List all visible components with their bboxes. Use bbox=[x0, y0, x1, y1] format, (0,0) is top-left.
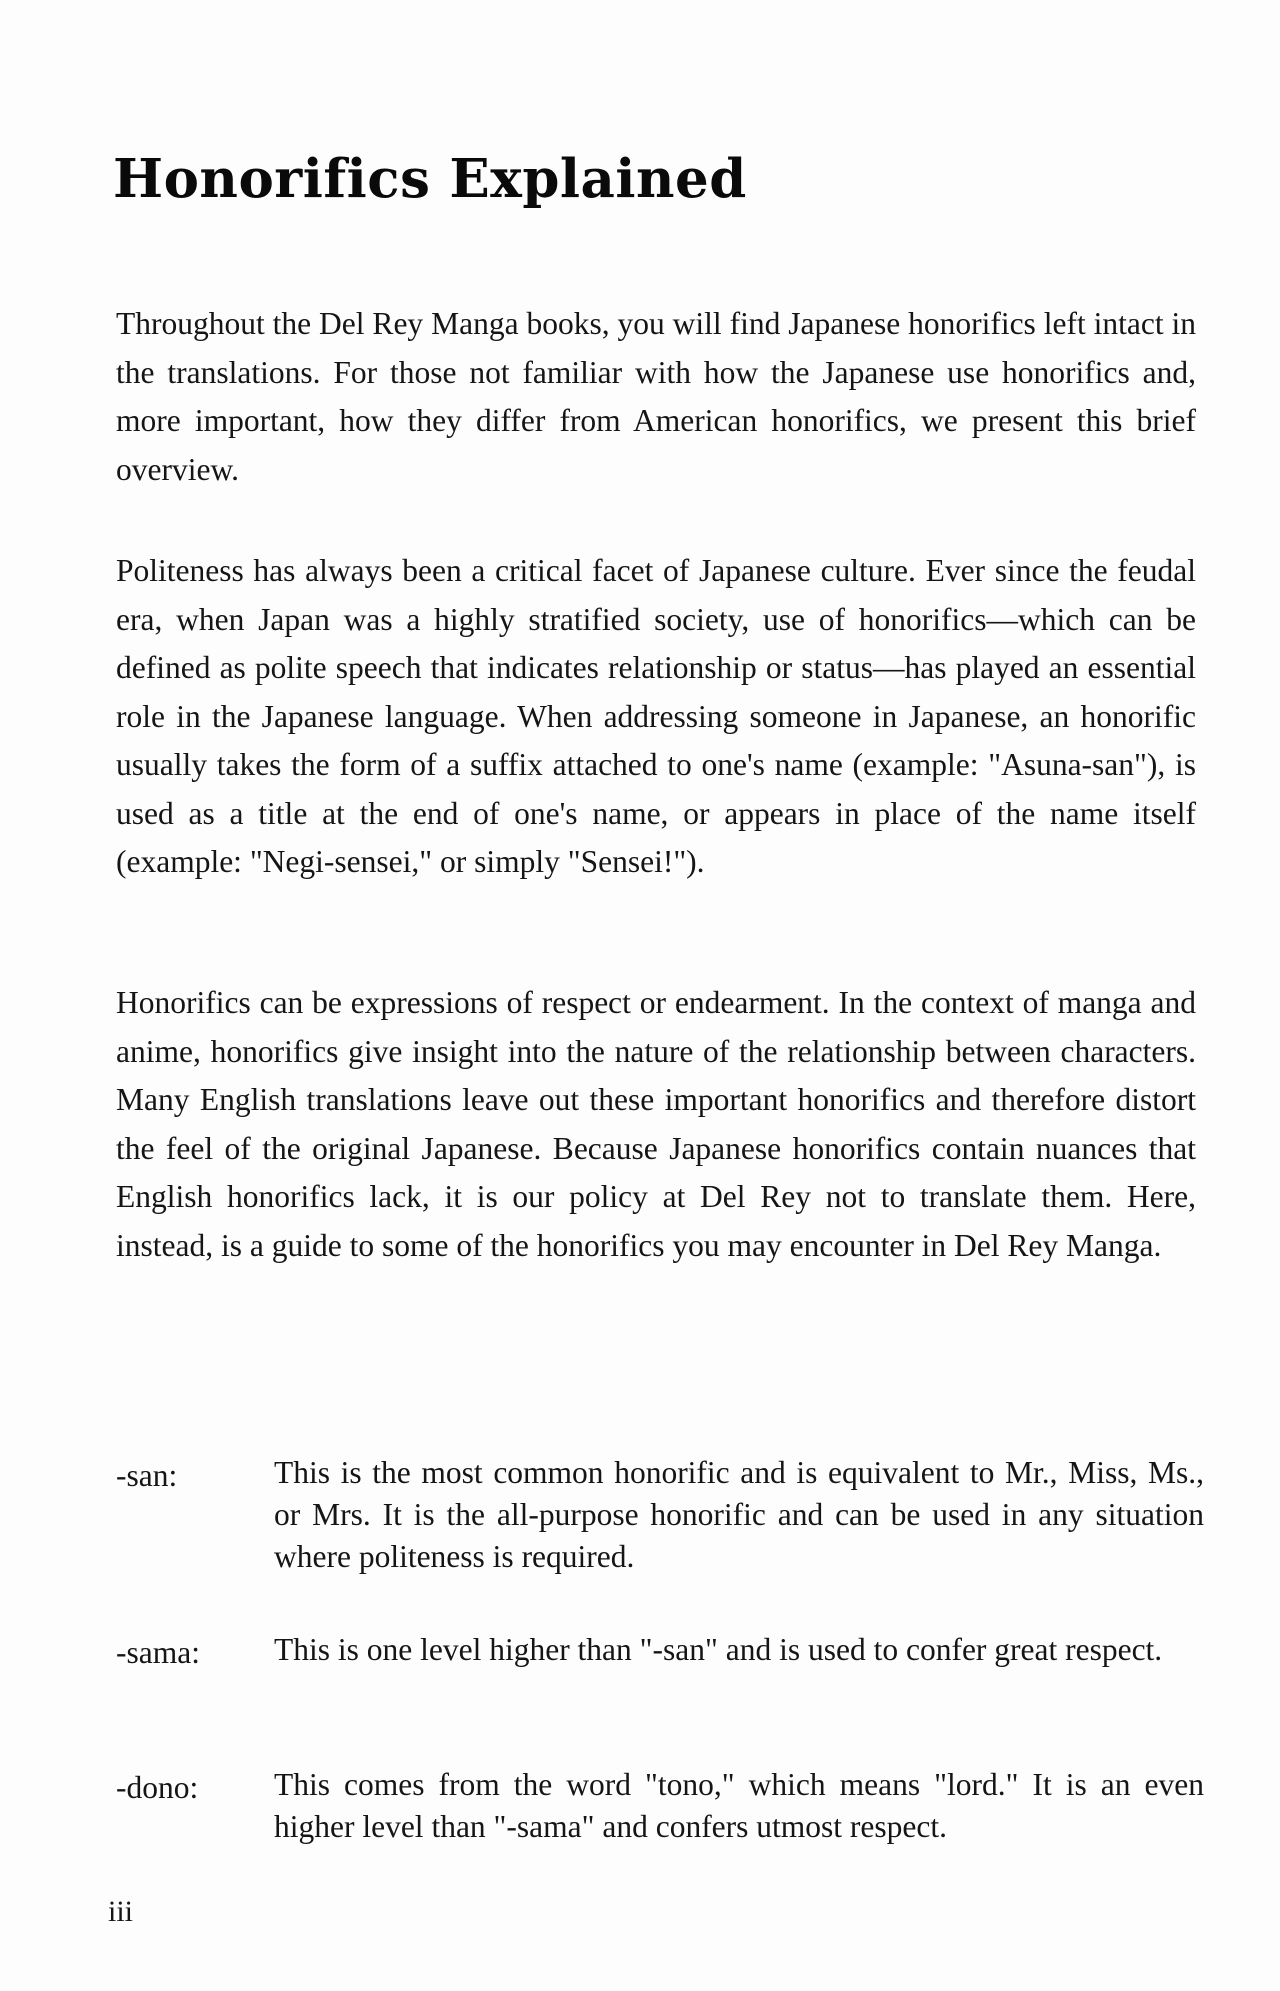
glossary-definition: This is the most common honorific and is equivalent to Mr., Miss, Ms., or Mrs. It is the all-purpose honorific and can be used in any situation where politeness is required. bbox=[274, 1455, 1204, 1574]
glossary-term: -sama: bbox=[116, 1635, 200, 1670]
glossary-term: -san: bbox=[116, 1458, 178, 1493]
glossary-definition: This is one level higher than "-san" and is used to confer great respect. bbox=[274, 1632, 1163, 1667]
page-title: Honorifics Explained bbox=[113, 148, 747, 210]
page-number: iii bbox=[108, 1895, 134, 1928]
politeness-paragraph: Politeness has always been a critical facet of Japanese culture. Ever since the feudal era, when Japan was a highly stratified society, use of honorifics—which can be defined as polite speech that indicates relationship or status—has played an essential role in the Japanese language. When addressing someone in Japanese, an honorific usually takes the form of a suffix attached to one's name (example: "Asuna-san"), is used as a title at the end of one's name, or appears in place of the name itself (example: "Negi-sensei," or simply "Sensei!"). bbox=[116, 553, 1196, 879]
intro-paragraph: Throughout the Del Rey Manga books, you will find Japanese honorifics left intact in the translations. For those not familiar with how the Japanese use honorifics and, more important, how they differ from American honorifics, we present this brief overview. bbox=[116, 306, 1196, 487]
glossary-term: -dono: bbox=[116, 1770, 199, 1805]
honorifics-context-paragraph: Honorifics can be expressions of respect or endearment. In the context of manga and anime, honorifics give insight into the nature of the relationship between characters. Many English translations leave out these important honorifics and therefore distort the feel of the original Japanese. Because Japanese honorifics contain nuances that English honorifics lack, it is our policy at Del Rey not to translate them. Here, instead, is a guide to some of the honorifics you may encounter in Del Rey Manga. bbox=[116, 985, 1196, 1263]
glossary-definition: This comes from the word "tono," which means "lord." It is an even higher level than "-sama" and confers utmost respect. bbox=[274, 1767, 1204, 1844]
